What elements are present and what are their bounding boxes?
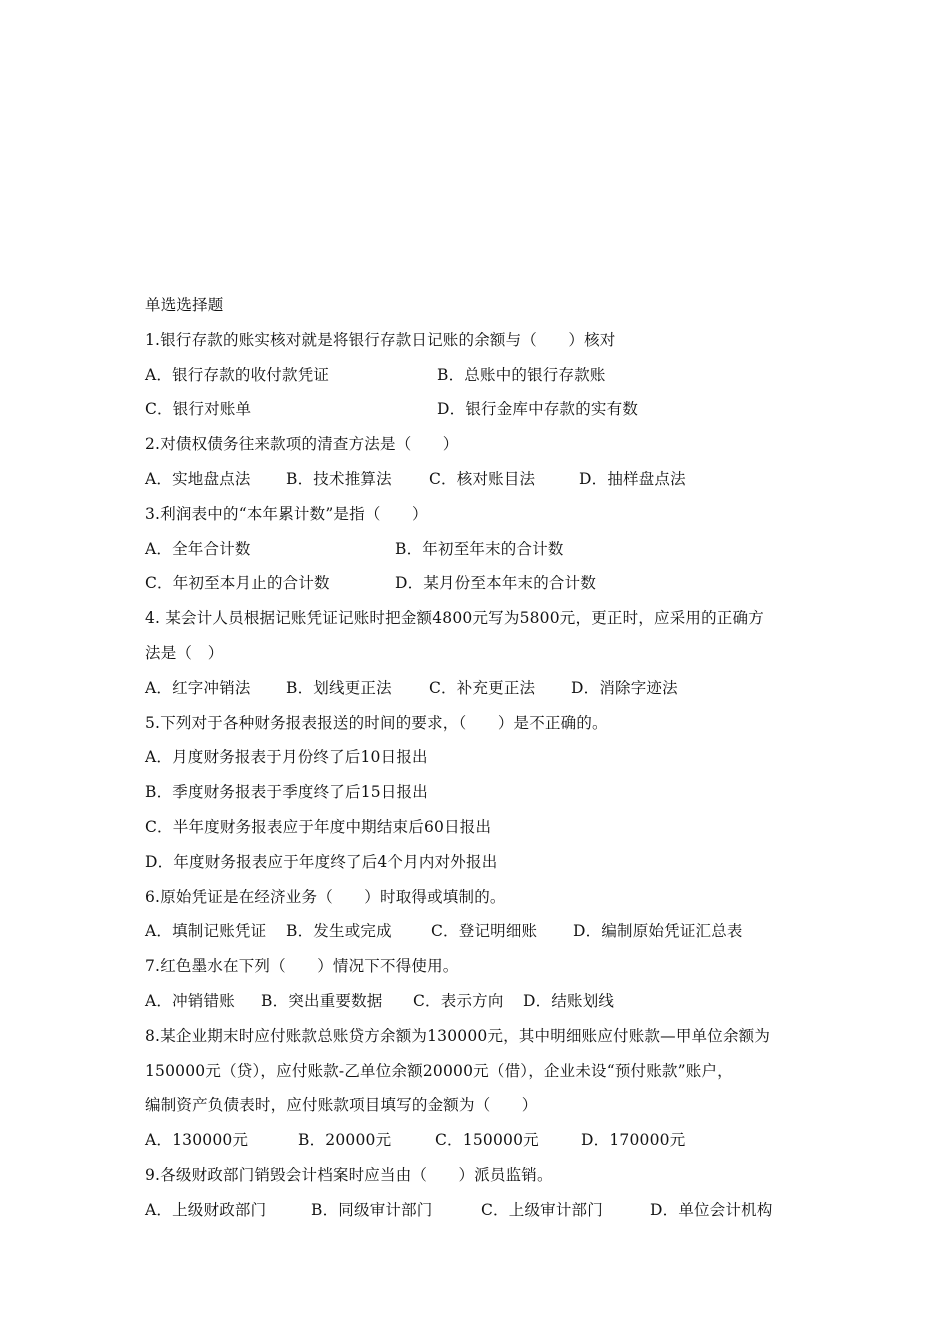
question-5-options [145, 775, 825, 810]
option-b: B．20000元 [298, 1131, 392, 1150]
option-a: A．上级财政部门 [145, 1200, 267, 1219]
option-b: B．突出重要数据 [261, 991, 383, 1010]
option-a: A．银行存款的收付款凭证 [145, 365, 330, 384]
question-8-options [145, 1123, 825, 1158]
option-a: A．月度财务报表于月份终了后10日报出 [145, 748, 428, 767]
option-c: C．登记明细账 [431, 922, 538, 941]
option-d: D．编制原始凭证汇总表 [573, 922, 743, 941]
option-c: C．年初至本月止的合计数 [145, 574, 330, 593]
option-a: A．冲销错账 [145, 991, 235, 1010]
option-a: A．130000元 [145, 1131, 249, 1150]
option-b: B．划线更正法 [286, 678, 392, 697]
question-1-text: 1.银行存款的账实核对就是将银行存款日记账的余额与（ ）核对 [145, 330, 616, 349]
option-c: C．补充更正法 [429, 678, 536, 697]
option-d: D．单位会计机构 [650, 1200, 773, 1219]
question-4-text: 法是（ ） [145, 643, 224, 662]
option-a: A．全年合计数 [145, 539, 251, 558]
question-5-options [145, 810, 825, 845]
question-8-text: 编制资产负债表时，应付账款项目填写的金额为（ ） [145, 1096, 538, 1115]
option-b: B．同级审计部门 [311, 1200, 433, 1219]
question-3-options [145, 532, 825, 567]
question-8-text: 8.某企业期末时应付账款总账贷方余额为130000元，其中明细账应付账款—甲单位余额为 [145, 1026, 771, 1045]
option-c: C．150000元 [435, 1131, 539, 1150]
option-a: A．填制记账凭证 [145, 922, 267, 941]
option-a: A．红字冲销法 [145, 678, 251, 697]
option-b: B．季度财务报表于季度终了后15日报出 [145, 783, 428, 802]
question-4-options [145, 671, 825, 706]
question-3-options [145, 566, 825, 601]
option-b: B．年初至年末的合计数 [395, 539, 564, 558]
question-8-text: 150000元（贷），应付账款-乙单位余额20000元（借），企业未设“预付账款”账户， [145, 1061, 733, 1080]
option-b: B．发生或完成 [286, 922, 392, 941]
option-a: A．实地盘点法 [145, 469, 251, 488]
option-d: D．170000元 [581, 1131, 686, 1150]
question-5-options [145, 845, 825, 880]
question-4-text: 4. 某会计人员根据记账凭证记账时把金额4800元写为5800元，更正时，应采用的正确方 [145, 609, 764, 628]
question-7-options [145, 984, 825, 1019]
section-title: 单选选择题 [145, 296, 224, 314]
question-1-options [145, 358, 825, 393]
question-7-text: 7.红色墨水在下列（ ）情况下不得使用。 [145, 957, 459, 976]
option-c: C．银行对账单 [145, 400, 252, 419]
question-list [145, 288, 825, 1228]
option-b: B．总账中的银行存款账 [437, 365, 606, 384]
question-6-options [145, 914, 825, 949]
option-d: D．某月份至本年末的合计数 [395, 574, 597, 593]
question-9-options [145, 1193, 825, 1228]
option-d: D．消除字迹法 [571, 678, 678, 697]
question-5-text: 5.下列对于各种财务报表报送的时间的要求，（ ）是不正确的。 [145, 713, 608, 732]
option-d: D．银行金库中存款的实有数 [437, 400, 639, 419]
option-d: D．抽样盘点法 [579, 469, 686, 488]
option-b: B．技术推算法 [286, 469, 392, 488]
question-5-options [145, 740, 825, 775]
option-c: C．半年度财务报表应于年度中期结束后60日报出 [145, 817, 492, 836]
question-9-text: 9.各级财政部门销毁会计档案时应当由（ ）派员监销。 [145, 1165, 553, 1184]
option-c: C．核对账目法 [429, 469, 536, 488]
question-2-text: 2.对债权债务往来款项的清查方法是（ ） [145, 435, 459, 454]
question-3-text: 3.利润表中的“本年累计数”是指（ ） [145, 504, 428, 523]
question-6-text: 6.原始凭证是在经济业务（ ）时取得或填制的。 [145, 887, 506, 906]
question-2-options [145, 462, 825, 497]
option-d: D．结账划线 [523, 991, 615, 1010]
option-c: C．上级审计部门 [481, 1200, 603, 1219]
question-1-options [145, 392, 825, 427]
option-c: C．表示方向 [413, 991, 504, 1010]
option-d: D．年度财务报表应于年度终了后4个月内对外报出 [145, 852, 498, 871]
